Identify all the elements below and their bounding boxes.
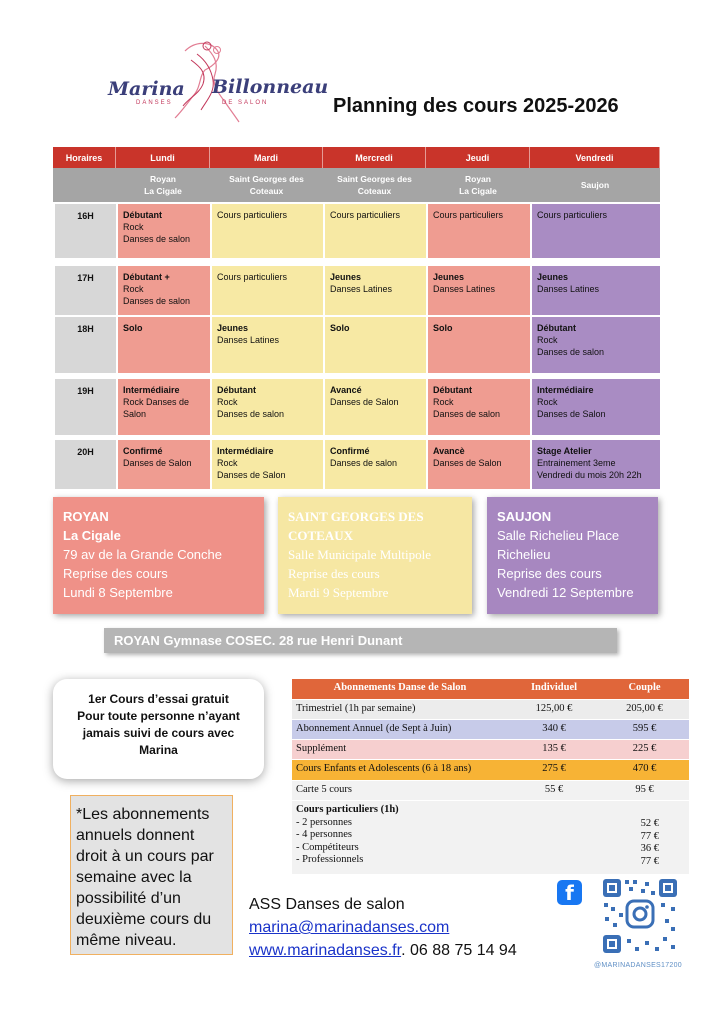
pricing-row xyxy=(292,700,689,720)
pricing-header-label: Abonnements Danse de Salon xyxy=(333,682,467,693)
schedule-cell-level: Jeunes xyxy=(330,272,362,282)
schedule-cell-text: Rock Danses de salon xyxy=(433,397,501,419)
schedule-cell xyxy=(426,204,530,258)
schedule-time: 17H xyxy=(53,266,116,315)
schedule-cell xyxy=(530,379,660,435)
schedule-cell-level: Stage Atelier xyxy=(537,446,592,456)
schedule-row xyxy=(53,379,660,435)
schedule-cell xyxy=(210,266,323,315)
location-empty xyxy=(53,168,116,202)
location-vendredi: Saujon xyxy=(580,180,610,190)
particuliers-price: 52 € xyxy=(640,818,659,829)
schedule-cell xyxy=(530,204,660,258)
pricing-label: Cours Enfants et Adolescents (6 à 18 ans) xyxy=(296,763,472,774)
schedule-cell xyxy=(323,440,426,489)
trial-offer-box: 1er Cours d’essai gratuit Pour toute personne n’ayant jamais suivi de cours avec Marina xyxy=(53,679,264,779)
pricing-header xyxy=(292,679,689,700)
particuliers-label: - 4 personnes xyxy=(296,829,352,840)
schedule-cell-text: Rock Danses de salon xyxy=(123,284,191,306)
schedule-cell xyxy=(116,204,210,258)
schedule-cell-level: Solo xyxy=(433,323,453,333)
location-mardi: Saint Georges des Coteaux xyxy=(229,174,304,196)
schedule-cell-level: Débutant xyxy=(217,385,256,395)
schedule-cell-level: Avancé xyxy=(330,385,362,395)
location-mercredi: Saint Georges des Coteaux xyxy=(337,174,412,196)
venue-stg-city: SAINT GEORGES DES COTEAUX xyxy=(288,509,424,543)
schedule-cell xyxy=(210,379,323,435)
facebook-icon[interactable]: f xyxy=(557,880,582,905)
pricing-label: Abonnement Annuel (de Sept à Juin) xyxy=(296,723,452,734)
header-mardi: Mardi xyxy=(210,147,323,168)
schedule-cell xyxy=(116,440,210,489)
particuliers-price: 77 € xyxy=(640,830,659,842)
schedule-time: 18H xyxy=(53,317,116,373)
schedule-cell xyxy=(116,379,210,435)
schedule-cell-level: Avancè xyxy=(433,446,465,456)
schedule-cell-level: Confirmé xyxy=(123,446,163,456)
schedule-cell-level: Jeunes xyxy=(537,272,569,282)
schedule-cell xyxy=(210,440,323,489)
schedule-cell-level: Solo xyxy=(330,323,350,333)
schedule-cell-text: Danses de Salon xyxy=(330,397,399,407)
schedule-cell-text: Rock Danses de Salon xyxy=(123,397,190,419)
schedule-cell-text: Rock Danses de Salon xyxy=(217,458,286,480)
schedule-cell-level: Débutant xyxy=(537,323,576,333)
pricing-couple: 205,00 € xyxy=(626,703,663,714)
logo-name-left: Marina xyxy=(108,78,185,100)
pricing-individuel: 55 € xyxy=(544,784,564,795)
schedule-cell-level: Solo xyxy=(123,323,143,333)
schedule-header-row xyxy=(53,147,660,168)
location-lundi: Royan La Cigale xyxy=(144,174,182,196)
logo-sub-right: DE SALON xyxy=(222,100,269,106)
schedule-time: 16H xyxy=(53,204,116,258)
schedule-cell-level: Intermédiaire xyxy=(537,385,594,395)
contact-email-link[interactable]: marina@marinadanses.com xyxy=(249,919,450,936)
particuliers-label: - 2 personnes xyxy=(296,816,352,828)
schedule-cell xyxy=(323,204,426,258)
header-mercredi: Mercredi xyxy=(323,147,426,168)
logo xyxy=(100,36,329,136)
schedule-row xyxy=(53,317,660,373)
schedule-cell xyxy=(116,317,210,373)
schedule-cell-text: Danses de Salon xyxy=(433,458,502,468)
header-jeudi: Jeudi xyxy=(426,147,530,168)
pricing-label: Supplément xyxy=(296,743,347,754)
logo-name-right: Billonneau xyxy=(212,76,329,98)
page-title: Planning des cours 2025-2026 xyxy=(333,95,619,117)
pricing-row xyxy=(292,760,689,781)
schedule-cell xyxy=(426,379,530,435)
pricing-individuel: 125,00 € xyxy=(535,703,573,714)
header-lundi: Lundi xyxy=(116,147,210,168)
schedule-cell-text: Rock Danses de salon xyxy=(123,222,191,244)
pricing-label: Carte 5 cours xyxy=(296,784,352,795)
particuliers-label: - Compétiteurs xyxy=(296,841,359,853)
contact-phone: . xyxy=(401,942,406,959)
contact-website-link[interactable]: www.marinadanses.fr xyxy=(249,942,402,959)
header-vendredi: Vendredi xyxy=(530,147,660,168)
schedule-cell xyxy=(530,317,660,373)
schedule-cell-text: Danses Latines xyxy=(433,284,496,294)
venue-saint-georges xyxy=(278,497,472,614)
schedule-cell xyxy=(323,379,426,435)
schedule-cell xyxy=(530,440,660,489)
location-jeudi: Royan La Cigale xyxy=(459,174,497,196)
schedule-cell xyxy=(426,266,530,315)
schedule-table xyxy=(53,147,660,480)
pricing-row xyxy=(292,740,689,760)
venue-saujon-reprise: Reprise des cours xyxy=(497,566,602,581)
pricing-header-individuel: Individuel xyxy=(530,682,578,693)
venue-stg-date: Mardi 9 Septembre xyxy=(288,585,389,600)
venue-stg-reprise: Reprise des cours xyxy=(288,566,380,581)
particuliers-title: Cours particuliers (1h) xyxy=(296,804,399,815)
schedule-cell-level: Jeunes xyxy=(217,323,249,333)
particuliers-prices xyxy=(600,801,689,874)
schedule-row xyxy=(53,440,660,489)
schedule-cell-text: Cours particuliers xyxy=(330,210,401,220)
schedule-cell xyxy=(530,266,660,315)
schedule-cell-text: Danses de salon xyxy=(330,458,398,468)
schedule-cell-text: Danses de Salon xyxy=(123,458,192,468)
particuliers-individuel-empty xyxy=(508,801,600,874)
schedule-cell xyxy=(426,317,530,373)
schedule-cell-text: Danses Latines xyxy=(537,284,600,294)
venue-saujon xyxy=(487,497,658,614)
pricing-individuel: 135 € xyxy=(542,743,566,754)
particuliers-labels xyxy=(292,801,508,874)
schedule-cell-text: Cours particuliers xyxy=(217,210,288,220)
pricing-individuel: 340 € xyxy=(542,723,566,734)
venue-royan-address: 79 av de la Grande Conche xyxy=(63,547,222,562)
pricing-header-couple: Couple xyxy=(628,682,661,693)
venue-royan-reprise: Reprise des cours xyxy=(63,566,168,581)
schedule-cell-text: Danses Latines xyxy=(217,335,280,345)
pricing-individuel: 275 € xyxy=(542,763,566,774)
pricing-row xyxy=(292,781,689,801)
venue-saujon-date: Vendredi 12 Septembre xyxy=(497,585,634,600)
schedule-cell-text: Cours particuliers xyxy=(433,210,504,220)
schedule-cell-text: Danses Latines xyxy=(330,284,393,294)
schedule-cell-level: Jeunes xyxy=(433,272,465,282)
social-handle: @MARINADANSES17200 xyxy=(594,962,682,969)
venue-saujon-city: SAUJON xyxy=(497,509,552,524)
schedule-cell xyxy=(210,317,323,373)
venue-stg-place: Salle Municipale Multipole xyxy=(288,547,431,562)
schedule-time: 19H xyxy=(53,379,116,435)
venue-royan xyxy=(53,497,264,614)
pricing-row xyxy=(292,720,689,740)
schedule-cell-level: Confirmé xyxy=(330,446,370,456)
venue-royan-place: La Cigale xyxy=(63,528,121,543)
header-horaires: Horaires xyxy=(53,147,116,168)
schedule-cell-level: Débutant xyxy=(433,385,472,395)
venue-royan-date: Lundi 8 Septembre xyxy=(63,585,173,600)
subscription-note: *Les abonnements annuels donnent droit à un cours par semaine avec la possibilité d’un deuxième cours du même niveau. xyxy=(70,795,233,955)
pricing-couple: 225 € xyxy=(632,743,657,754)
pricing-table xyxy=(292,679,689,875)
venue-royan-city: ROYAN xyxy=(63,509,109,524)
pricing-label: Trimestriel (1h par semaine) xyxy=(296,703,416,714)
schedule-cell-text: Rock Danses de salon xyxy=(537,335,605,357)
contact-phone-number: 06 88 75 14 94 xyxy=(405,942,517,959)
schedule-cell-text: Cours particuliers xyxy=(537,210,608,220)
schedule-cell xyxy=(210,204,323,258)
pricing-couple: 595 € xyxy=(632,723,657,734)
schedule-cell-level: Débutant + xyxy=(123,272,170,282)
schedule-time: 20H xyxy=(53,440,116,489)
gym-address-bar: ROYAN Gymnase COSEC. 28 rue Henri Dunant xyxy=(104,628,617,653)
schedule-cell-level: Débutant xyxy=(123,210,162,220)
pricing-particuliers-row xyxy=(292,801,689,875)
schedule-location-row xyxy=(53,168,660,202)
logo-sub-left: DANSES xyxy=(136,100,173,106)
particuliers-price: 36 € xyxy=(640,843,659,854)
schedule-cell-text: Entrainement 3eme Vendredi du mois 20h 22h xyxy=(537,458,642,480)
pricing-couple: 470 € xyxy=(632,763,657,774)
schedule-cell-text: Rock Danses de Salon xyxy=(537,397,606,419)
pricing-couple: 95 € xyxy=(635,784,654,795)
schedule-cell-level: Intermédiaire xyxy=(217,446,274,456)
schedule-cell xyxy=(323,317,426,373)
particuliers-label: - Professionnels xyxy=(296,854,364,865)
qr-code-icon[interactable] xyxy=(601,877,679,955)
schedule-row xyxy=(53,266,660,315)
particuliers-price: 77 € xyxy=(640,855,659,867)
venue-saujon-place: Salle Richelieu Place Richelieu xyxy=(497,528,620,562)
schedule-cell xyxy=(426,440,530,489)
schedule-cell xyxy=(323,266,426,315)
schedule-cell-text: Cours particuliers xyxy=(217,272,288,282)
schedule-row xyxy=(53,204,660,258)
schedule-cell xyxy=(116,266,210,315)
contact-block xyxy=(249,893,517,962)
schedule-cell-level: Intermédiaire xyxy=(123,385,180,395)
schedule-cell-text: Rock Danses de salon xyxy=(217,397,285,419)
contact-org: ASS Danses de salon xyxy=(249,896,405,913)
